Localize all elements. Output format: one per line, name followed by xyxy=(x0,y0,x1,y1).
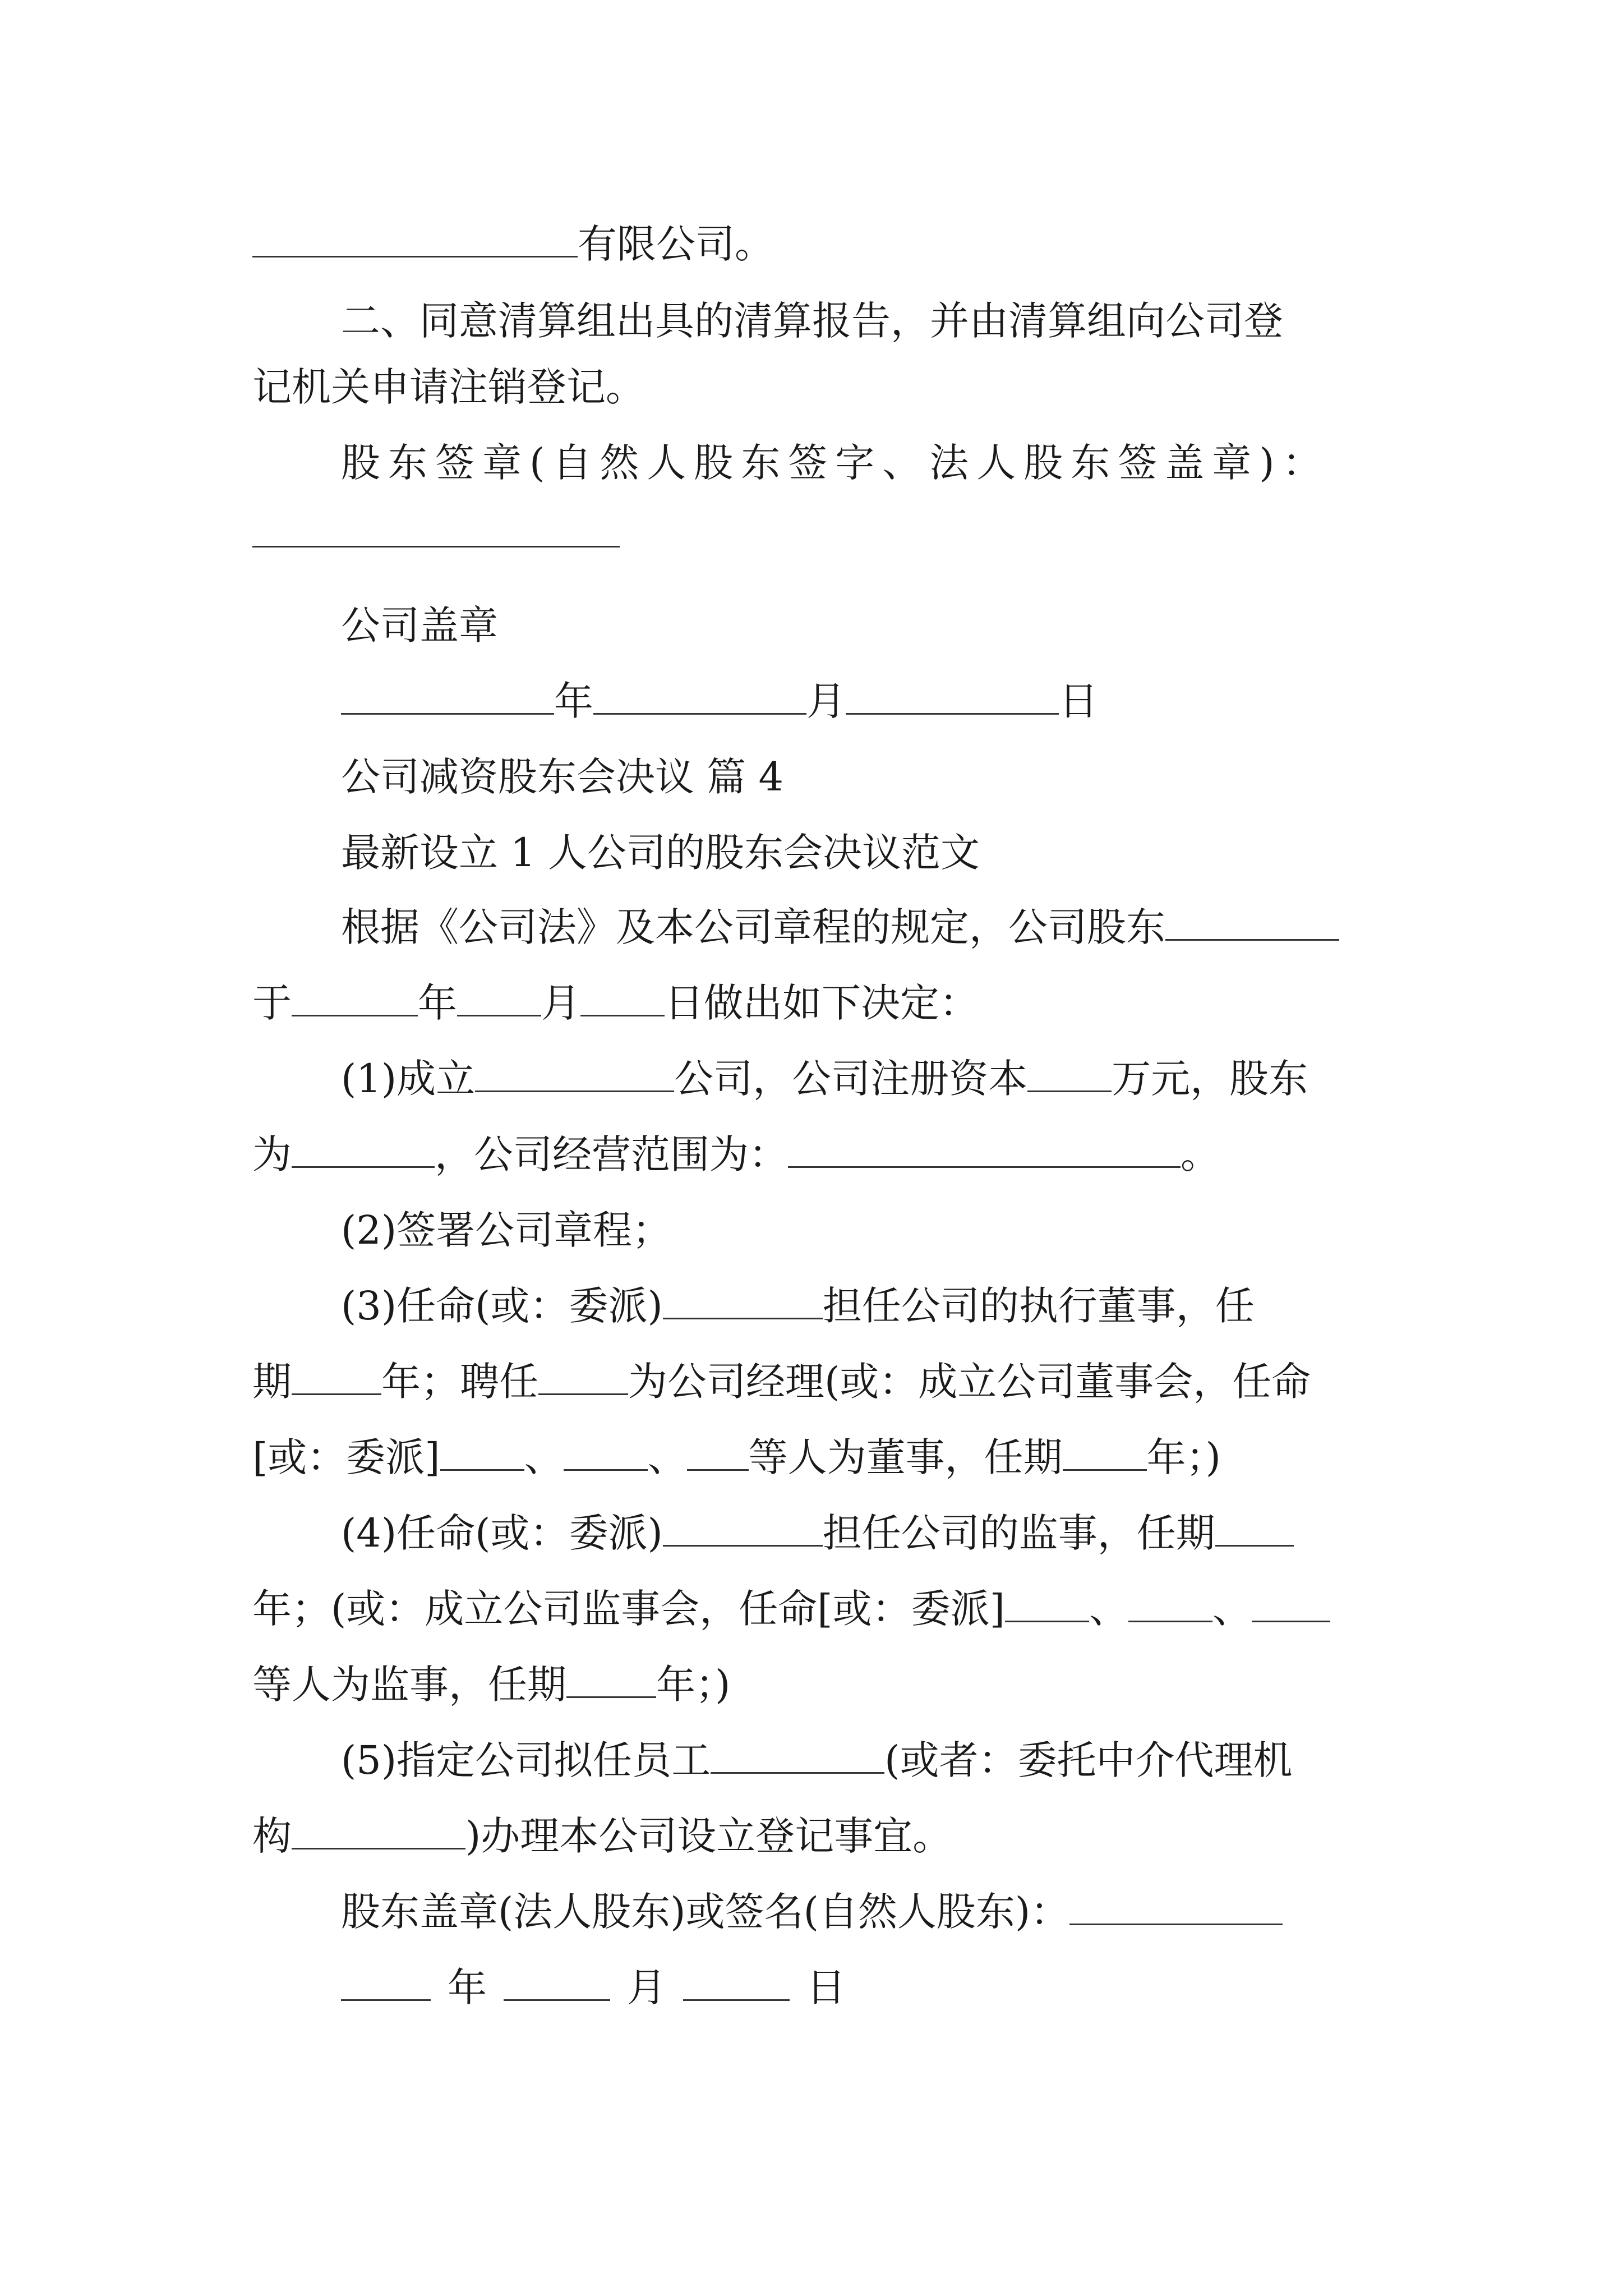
intro-line-1 xyxy=(341,899,1385,955)
blank-director[interactable] xyxy=(564,1434,648,1471)
text-yu: 于 xyxy=(252,980,292,1026)
clause-two-line-1: 二、同意清算组出具的清算报告，并由清算组向公司登 xyxy=(341,298,1283,344)
text: 。 xyxy=(1181,1131,1220,1177)
text: 为公司经理(或：成立公司董事会，任命 xyxy=(628,1359,1311,1405)
blank-signature[interactable] xyxy=(1069,1889,1283,1925)
blank-term[interactable] xyxy=(1063,1434,1147,1471)
blank-term[interactable] xyxy=(1215,1510,1294,1547)
text: (或者：委托中介代理机 xyxy=(884,1737,1293,1783)
blank-shareholder-signature[interactable] xyxy=(252,511,620,547)
text: [或：委派] xyxy=(252,1434,440,1480)
label-year: 年 xyxy=(418,980,457,1026)
blank-company-name[interactable] xyxy=(252,221,578,257)
blank-supervisor[interactable] xyxy=(1128,1586,1212,1622)
text: 、 xyxy=(524,1434,564,1480)
text: 年；) xyxy=(656,1662,731,1708)
blank-year[interactable] xyxy=(292,980,418,1016)
label-day-decision: 日做出如下决定： xyxy=(665,980,979,1026)
company-name-line xyxy=(252,216,1385,272)
text: 、 xyxy=(1212,1586,1252,1632)
text-signature-label: 股东盖章(法人股东)或签名(自然人股东)： xyxy=(341,1889,1070,1935)
text-limited-company: 有限公司。 xyxy=(578,221,774,267)
blank-executive-director[interactable] xyxy=(663,1283,823,1319)
blank-employee[interactable] xyxy=(711,1737,884,1774)
text: 年；聘任 xyxy=(381,1359,538,1405)
text: 公司，公司注册资本 xyxy=(674,1056,1028,1102)
text: 万元，股东 xyxy=(1112,1056,1308,1102)
blank-day[interactable] xyxy=(683,1964,790,2001)
label-year: 年 xyxy=(554,678,593,724)
blank-year[interactable] xyxy=(341,1964,431,2001)
text: 为 xyxy=(252,1131,292,1177)
item-3-line-1 xyxy=(341,1278,1385,1334)
label-day: 日 xyxy=(1059,678,1098,724)
blank-month[interactable] xyxy=(593,678,806,715)
item-4-line-1 xyxy=(341,1505,1385,1561)
blank-day[interactable] xyxy=(846,678,1059,715)
item-4-line-3 xyxy=(252,1657,1385,1713)
item-1-line-2 xyxy=(252,1126,1385,1182)
shareholder-signature-label: 股东签章(自然人股东签字、法人股东签盖章)： xyxy=(341,440,1330,486)
text: (5)指定公司拟任员工 xyxy=(341,1737,711,1783)
item-5-line-2 xyxy=(252,1808,1385,1864)
section-heading: 公司减资股东会决议 篇 4 xyxy=(341,754,784,800)
blank-day[interactable] xyxy=(580,980,665,1016)
blank-director[interactable] xyxy=(687,1434,749,1471)
item-4-line-2 xyxy=(252,1581,1385,1637)
text: ，公司经营范围为： xyxy=(435,1131,788,1177)
blank-supervisor[interactable] xyxy=(1252,1586,1330,1622)
blank-month[interactable] xyxy=(457,980,541,1016)
blank-business-scope[interactable] xyxy=(788,1131,1181,1168)
label-year: 年 xyxy=(448,1964,487,2010)
blank-shareholder[interactable] xyxy=(292,1131,435,1168)
intro-line-2 xyxy=(252,975,1385,1031)
text: 年；) xyxy=(1146,1434,1221,1480)
blank-term[interactable] xyxy=(292,1359,381,1395)
text: 构 xyxy=(252,1813,292,1859)
blank-registered-capital[interactable] xyxy=(1027,1056,1112,1092)
label-month: 月 xyxy=(806,678,846,724)
text: 期 xyxy=(252,1359,292,1405)
item-3-line-2 xyxy=(252,1354,1385,1410)
blank-supervisor[interactable] xyxy=(663,1510,823,1547)
text: 担任公司的监事，任期 xyxy=(822,1510,1215,1556)
text: 、 xyxy=(1089,1586,1128,1632)
label-day: 日 xyxy=(806,1964,846,2010)
blank-manager[interactable] xyxy=(538,1359,628,1395)
shareholder-signature-line xyxy=(252,506,1385,562)
text: 担任公司的执行董事，任 xyxy=(822,1283,1255,1329)
blank-company-name[interactable] xyxy=(475,1056,674,1092)
blank-year[interactable] xyxy=(341,678,554,715)
text: 等人为监事，任期 xyxy=(252,1662,566,1708)
date-line-1 xyxy=(341,673,1385,729)
blank-month[interactable] xyxy=(504,1964,610,2001)
label-month: 月 xyxy=(627,1964,666,2010)
signature-line xyxy=(341,1884,1385,1940)
blank-supervisor[interactable] xyxy=(1005,1586,1089,1622)
clause-two-line-2: 记机关申请注销登记。 xyxy=(252,364,645,410)
blank-agency[interactable] xyxy=(292,1813,465,1849)
text: )办理本公司设立登记事宜。 xyxy=(465,1813,952,1859)
label-month: 月 xyxy=(541,980,580,1026)
text: (4)任命(或：委派) xyxy=(341,1510,663,1556)
blank-shareholder-name[interactable] xyxy=(1165,904,1339,941)
item-2-line: (2)签署公司章程； xyxy=(341,1207,672,1253)
text: 、 xyxy=(647,1434,687,1480)
date-line-2 xyxy=(341,1959,1385,2016)
company-seal-label: 公司盖章 xyxy=(341,602,498,648)
text: (1)成立 xyxy=(341,1056,476,1102)
item-3-line-3 xyxy=(252,1429,1385,1485)
text: 年；(或：成立公司监事会，任命[或：委派] xyxy=(252,1586,1005,1632)
item-1-line-1 xyxy=(341,1051,1385,1107)
blank-director[interactable] xyxy=(440,1434,524,1471)
text: 等人为董事，任期 xyxy=(748,1434,1063,1480)
text-intro: 根据《公司法》及本公司章程的规定，公司股东 xyxy=(341,904,1165,950)
blank-term[interactable] xyxy=(566,1662,656,1698)
text: (3)任命(或：委派) xyxy=(341,1283,663,1329)
item-5-line-1 xyxy=(341,1732,1385,1788)
document-title: 最新设立 1 人公司的股东会决议范文 xyxy=(341,830,980,876)
